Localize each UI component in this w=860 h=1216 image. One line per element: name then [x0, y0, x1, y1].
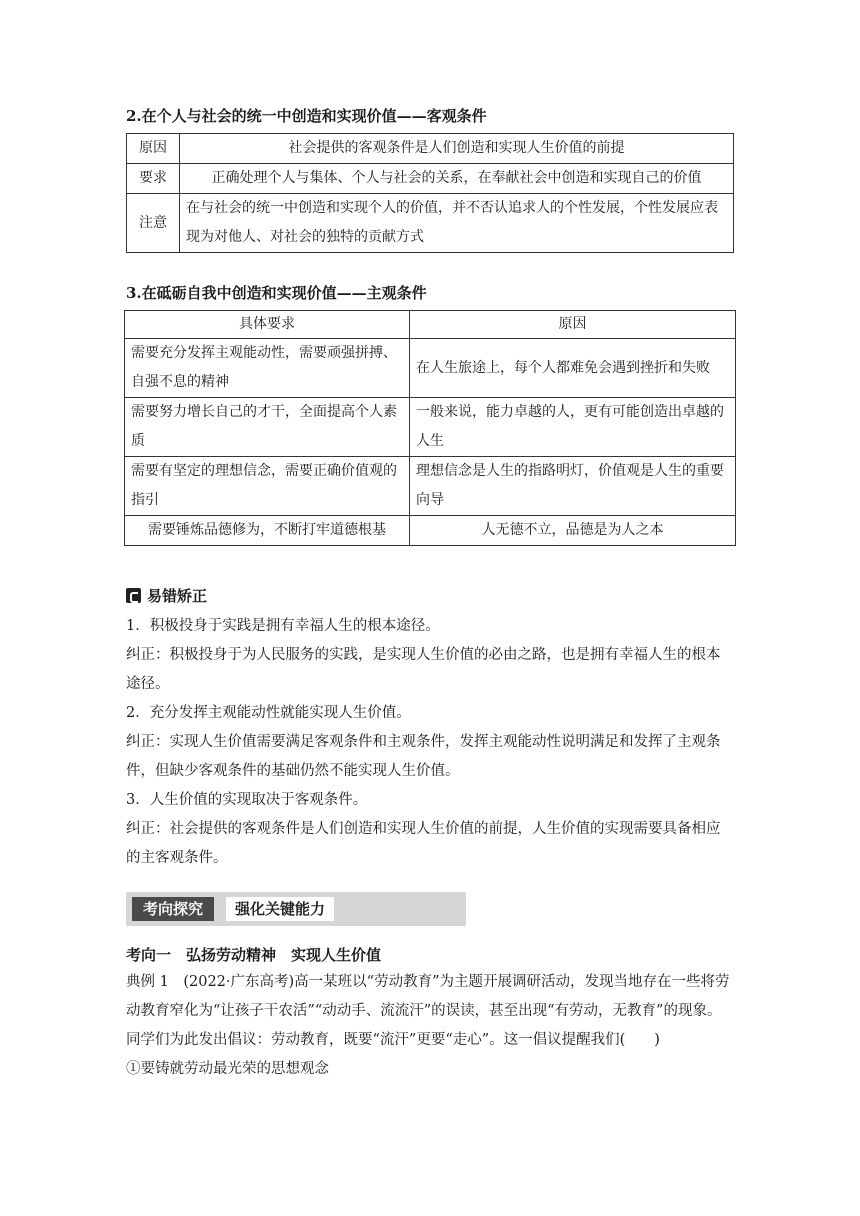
table-row	[125, 516, 736, 546]
correction-answer: 纠正：社会提供的客观条件是人们创造和实现人生价值的前提，人生价值的实现需要具备相应的主客观条件。	[126, 821, 721, 866]
subjective-conditions-table	[124, 310, 736, 546]
example-text: 典例 1 (2022·广东高考)高一某班以“劳动教育”为主题开展调研活动，发现当地存在一些将劳动教育窄化为“让孩子干农活”“动动手、流流汗”的误读，甚至出现“有劳动，无教育”的现象。同学们为此发出倡议：劳动教育，既要“流汗”更要“走心”。这一倡议提醒我们( )	[126, 974, 730, 1048]
correction-answer: 纠正：积极投身于为人民服务的实践，是实现人生价值的必由之路，也是拥有幸福人生的根本途径。	[126, 647, 721, 692]
section-3-title: 3.在砥砺自我中创造和实现价值——主观条件	[126, 284, 427, 302]
table-header-row	[125, 311, 736, 339]
banner-label: 考向探究	[132, 897, 214, 921]
row-content: 正确处理个人与集体、个人与社会的关系，在奉献社会中创造和实现自己的价值	[180, 164, 734, 194]
row-label: 原因	[127, 134, 180, 164]
answer-option: ①要铸就劳动最光荣的思想观念	[126, 1061, 329, 1077]
objective-conditions-table	[126, 133, 734, 253]
row-label: 要求	[127, 164, 180, 194]
corrections-heading-text: 易错矫正	[147, 587, 208, 605]
requirement-cell: 需要充分发挥主观能动性，需要顽强拼搏、自强不息的精神	[125, 339, 410, 398]
example-question	[126, 968, 734, 1084]
table-row	[127, 194, 734, 253]
row-content: 社会提供的客观条件是人们创造和实现人生价值的前提	[180, 134, 734, 164]
reason-cell: 理想信念是人生的指路明灯，价值观是人生的重要向导	[410, 457, 736, 516]
correction-question: 2．充分发挥主观能动性就能实现人生价值。	[126, 705, 411, 721]
corrections-heading	[126, 585, 207, 606]
requirement-cell: 需要锤炼品德修为，不断打牢道德根基	[125, 516, 410, 546]
column-header: 原因	[410, 311, 736, 339]
corrections-list	[126, 612, 734, 873]
requirement-cell: 需要有坚定的理想信念，需要正确价值观的指引	[125, 457, 410, 516]
requirement-cell: 需要努力增长自己的才干，全面提高个人素质	[125, 398, 410, 457]
correction-answer: 纠正：实现人生价值需要满足客观条件和主观条件，发挥主观能动性说明满足和发挥了主观条件，但缺少客观条件的基础仍然不能实现人生价值。	[126, 734, 721, 779]
section-banner	[126, 892, 466, 926]
table-row	[125, 457, 736, 516]
table-row	[127, 164, 734, 194]
reason-cell: 人无德不立，品德是为人之本	[410, 516, 736, 546]
section-2-title: 2.在个人与社会的统一中创造和实现价值——客观条件	[126, 107, 487, 125]
reason-cell: 一般来说，能力卓越的人，更有可能创造出卓越的人生	[410, 398, 736, 457]
column-header: 具体要求	[125, 311, 410, 339]
row-content: 在与社会的统一中创造和实现个人的价值，并不否认追求人的个性发展，个性发展应表现为对他人、对社会的独特的贡献方式	[180, 194, 734, 253]
row-label: 注意	[127, 194, 180, 253]
direction-title: 考向一 弘扬劳动精神 实现人生价值	[126, 946, 382, 964]
table-row	[125, 339, 736, 398]
correction-question: 3．人生价值的实现取决于客观条件。	[126, 792, 368, 808]
reason-cell: 在人生旅途上，每个人都难免会遇到挫折和失败	[410, 339, 736, 398]
table-row	[125, 398, 736, 457]
table-row	[127, 134, 734, 164]
banner-subtitle: 强化关键能力	[226, 897, 334, 921]
correction-badge-icon	[126, 588, 141, 603]
correction-question: 1．积极投身于实践是拥有幸福人生的根本途径。	[126, 618, 440, 634]
